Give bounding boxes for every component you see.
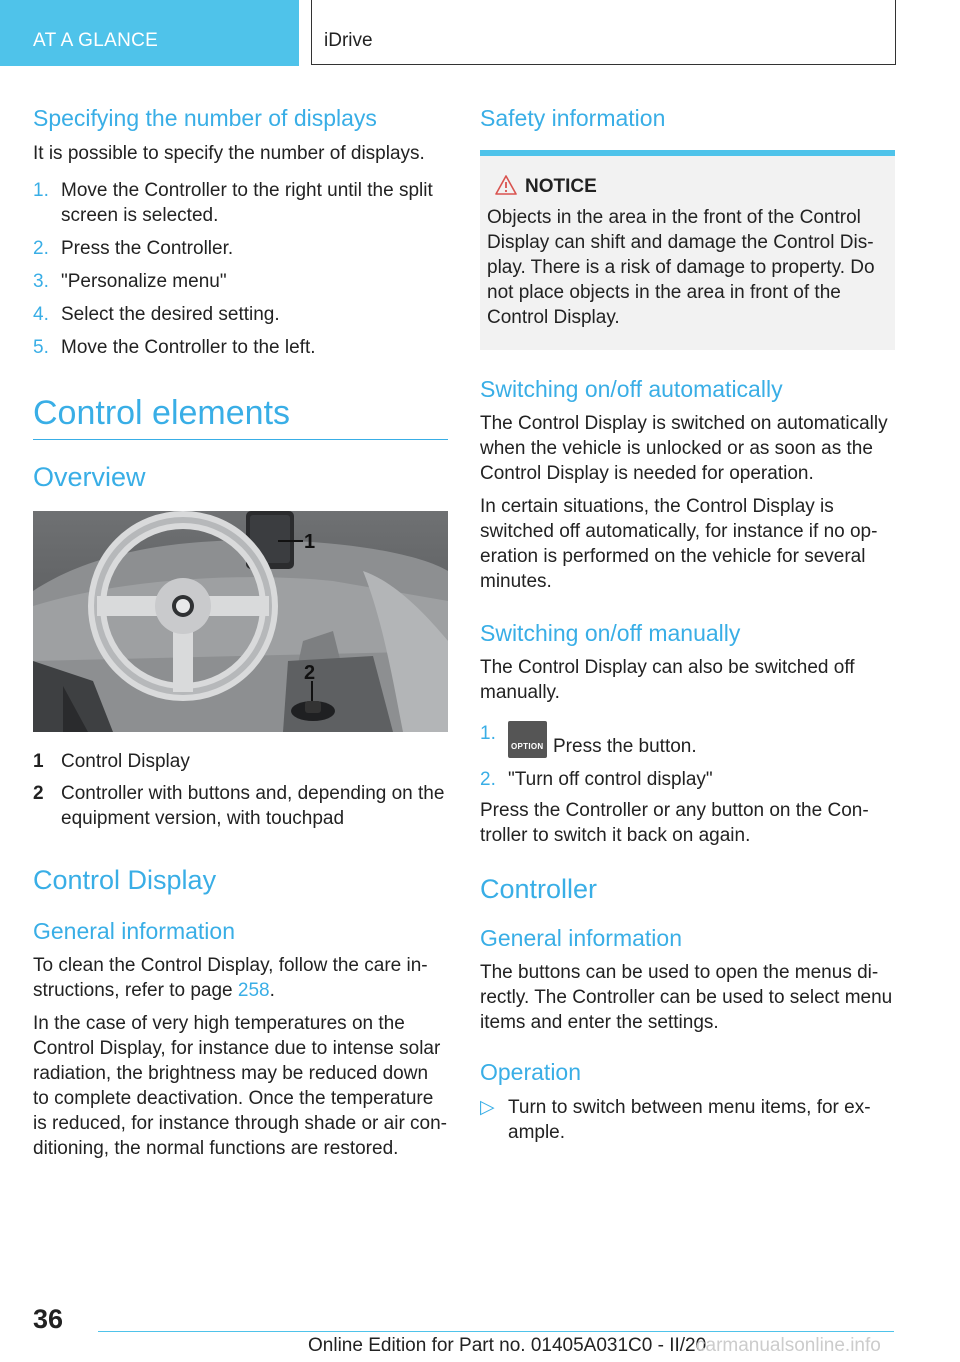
heading-control-elements: Control elements	[33, 394, 291, 432]
triangle-bullet-icon: ▷	[480, 1097, 495, 1118]
heading-overview: Overview	[33, 462, 146, 492]
header-chapter-label: iDrive	[324, 30, 373, 51]
paragraph-auto-on: The Control Display is switched on automatically when the vehicle is unlocked or as soon as the Control Display is needed for operation.	[480, 413, 888, 484]
paragraph-number-of-displays: It is possible to specify the number of displays.	[33, 143, 425, 164]
header-section-tab	[0, 0, 299, 66]
figure-cockpit	[33, 511, 448, 737]
figure-legend	[33, 749, 448, 831]
callout-2: 2	[304, 662, 316, 684]
header-chapter-box	[311, 0, 896, 65]
list-item: 3. "Personalize menu"	[33, 271, 227, 292]
paragraph-temperature: In the case of very high temperatures on the Control Display, for instance due to intense solar radiation, the brightness may be reduced down to complete deactivation. Once the temperature is reduced, for instance through shade or air con-ditioning, the normal functions are restored.	[33, 1013, 448, 1159]
page-link[interactable]: 258	[237, 980, 270, 1001]
footer-divider	[98, 1331, 894, 1332]
steps-number-of-displays	[33, 178, 448, 360]
watermark: carmanualsonline.info	[696, 1335, 881, 1356]
footer-edition: Online Edition for Part no. 01405A031C0 - II/20	[308, 1335, 707, 1356]
page-number: 36	[33, 1304, 64, 1334]
list-item: 5. Move the Controller to the left.	[33, 337, 316, 358]
list-item: 4. Select the desired setting.	[33, 304, 280, 325]
notice-title: NOTICE	[487, 174, 888, 199]
paragraph-controller-general: The buttons can be used to open the menus di-rectly. The Controller can be used to select menu items and enter the settings.	[480, 962, 893, 1033]
paragraph-cleaning: To clean the Control Display, follow the care in-structions, refer to page 258.	[33, 955, 428, 1001]
callout-1: 1	[304, 531, 316, 553]
paragraph-manual: The Control Display can also be switched off manually.	[480, 657, 855, 703]
heading-controller: Controller	[480, 874, 598, 904]
steps-manual	[480, 721, 895, 792]
legend-item: 1 Control Display	[33, 751, 190, 772]
right-column	[480, 100, 895, 1145]
paragraph-auto-off: In certain situations, the Control Display is switched off automatically, for instance if no op-eration is performed on the vehicle for several minutes.	[480, 496, 878, 592]
notice-text: Objects in the area in the front of the Control Display can shift and damage the Control Dis-play. There is a risk of damage to property. Do not place objects in the area in front of the Control Display.	[487, 207, 875, 328]
cockpit-illustration	[33, 511, 448, 732]
option-button-icon: OPTION	[508, 721, 547, 758]
list-item: 2. "Turn off control display"	[480, 769, 713, 790]
heading-control-display: Control Display	[33, 865, 217, 895]
paragraph-switch-back: Press the Controller or any button on the Con-troller to switch it back on again.	[480, 800, 869, 846]
left-column	[33, 100, 448, 1161]
heading-operation: Operation	[480, 1059, 582, 1085]
list-item: 1. OPTION Press the button.	[480, 723, 697, 757]
warning-triangle-icon	[495, 175, 517, 195]
list-item: 2. Press the Controller.	[33, 238, 234, 259]
heading-switching-manual: Switching on/off manually	[480, 620, 741, 646]
heading-switching-auto: Switching on/off automatically	[480, 376, 783, 402]
heading-general-information: General information	[33, 918, 235, 944]
heading-controller-general-information: General information	[480, 925, 682, 951]
control-elements-heading-block	[33, 394, 448, 440]
heading-number-of-displays: Specifying the number of displays	[33, 105, 377, 131]
header-section-label: AT A GLANCE	[33, 30, 159, 51]
legend-item: 2 Controller with buttons and, depending on the equipment version, with touchpad	[33, 783, 445, 829]
heading-safety-information: Safety information	[480, 105, 666, 131]
notice-box	[480, 150, 895, 350]
list-item: ▷ Turn to switch between menu items, for ex-ample.	[480, 1097, 871, 1143]
list-item: 1. Move the Controller to the right until the split screen is selected.	[33, 180, 433, 226]
